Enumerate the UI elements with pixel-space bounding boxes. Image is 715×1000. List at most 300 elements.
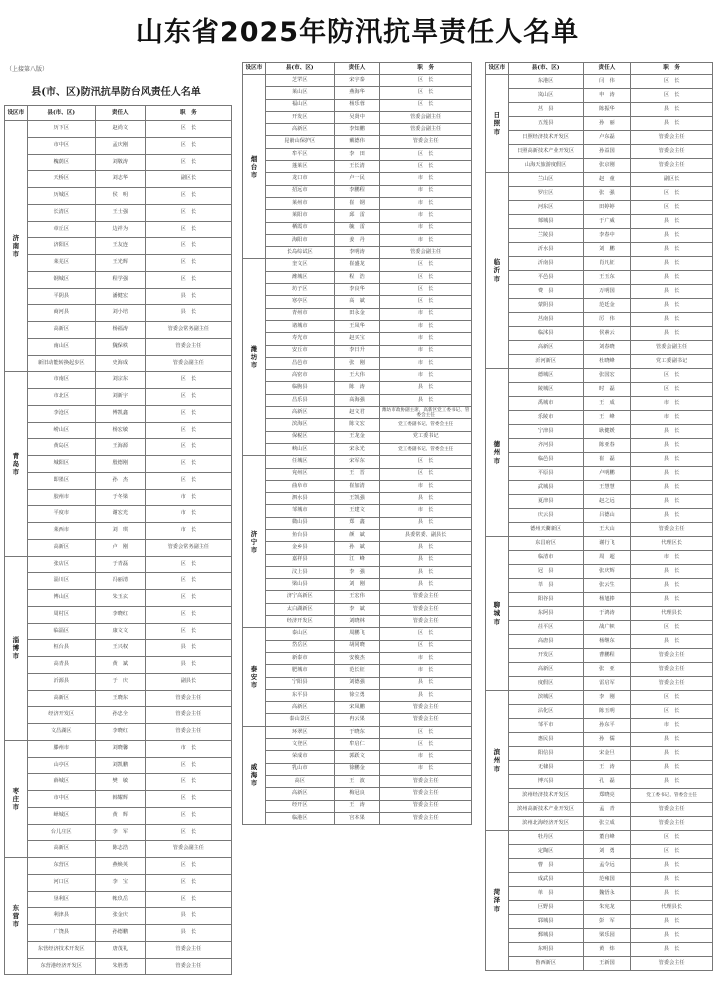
table-row <box>243 505 472 517</box>
county-cell: 寒亭区 <box>265 296 334 308</box>
duty-cell: 县 长 <box>380 542 472 554</box>
table-row <box>243 148 472 160</box>
county-cell: 无棣县 <box>508 761 583 775</box>
county-cell: 临清市 <box>508 551 583 565</box>
person-cell: 魏保秩 <box>95 338 145 355</box>
duty-cell: 市 长 <box>380 357 472 369</box>
duty-cell: 区 长 <box>145 472 231 489</box>
table-row <box>486 523 713 537</box>
person-cell: 侯 明 <box>95 188 145 205</box>
header-city: 设区市 <box>486 63 509 75</box>
responsibility-table <box>242 62 472 825</box>
table-row <box>486 565 713 579</box>
duty-cell: 管委会主任 <box>631 817 713 831</box>
county-cell: 河东区 <box>508 201 583 215</box>
table-row <box>5 171 232 188</box>
county-cell: 巨野县 <box>508 901 583 915</box>
city-cell: 淄 博 市 <box>5 556 28 740</box>
county-cell: 荣成市 <box>265 751 334 763</box>
table-row <box>5 925 232 942</box>
duty-cell: 市 长 <box>380 751 472 763</box>
person-cell: 杨宏敏 <box>95 422 145 439</box>
county-cell: 兰山区 <box>508 173 583 187</box>
county-cell: 沾化区 <box>508 705 583 719</box>
county-cell: 临邑县 <box>508 453 583 467</box>
duty-cell: 区 长 <box>145 372 231 389</box>
table-row <box>486 355 713 369</box>
header-duty: 职 务 <box>145 106 231 121</box>
table-row <box>486 691 713 705</box>
table-row <box>243 333 472 345</box>
person-cell: 杜晓峰 <box>583 355 631 369</box>
person-cell: 郑晓亮 <box>583 789 631 803</box>
person-cell: 于广威 <box>583 215 631 229</box>
table-row <box>243 87 472 99</box>
table-row <box>486 901 713 915</box>
person-cell: 程 浩 <box>334 271 380 283</box>
duty-cell: 市 长 <box>380 763 472 775</box>
county-cell: 宁阳县 <box>265 677 334 689</box>
person-cell: 燕焕英 <box>95 858 145 875</box>
person-cell: 张金庆 <box>95 908 145 925</box>
duty-cell: 管委会主任 <box>145 690 231 707</box>
table-row <box>243 259 472 271</box>
county-cell: 牟平区 <box>265 148 334 160</box>
city-cell: 威 海 市 <box>243 726 266 824</box>
table-row <box>243 234 472 246</box>
person-cell: 孙 儒 <box>583 733 631 747</box>
person-cell: 王 峰 <box>583 411 631 425</box>
county-cell: 滨海区 <box>265 419 334 431</box>
county-cell: 莱芜区 <box>27 255 95 272</box>
county-cell: 安丘市 <box>265 345 334 357</box>
person-cell: 孙忠全 <box>95 707 145 724</box>
table-row <box>5 472 232 489</box>
person-cell: 杨福涛 <box>95 322 145 339</box>
person-cell: 赵文君 <box>334 407 380 419</box>
person-cell: 吕德山 <box>583 509 631 523</box>
county-cell: 诸城市 <box>265 320 334 332</box>
person-cell: 朱胜勇 <box>95 958 145 975</box>
duty-cell: 区 长 <box>380 296 472 308</box>
county-cell: 李沧区 <box>27 405 95 422</box>
person-cell: 宫本果 <box>334 812 380 824</box>
table-row <box>243 702 472 714</box>
table-row <box>486 719 713 733</box>
duty-cell: 管委会主任 <box>380 775 472 787</box>
county-cell: 高新区 <box>508 663 583 677</box>
person-cell: 赵买宝 <box>334 333 380 345</box>
county-cell: 滕州市 <box>27 740 95 757</box>
person-cell: 朱玉玄 <box>95 590 145 607</box>
table-row <box>243 616 472 628</box>
duty-cell: 管委会主任 <box>145 707 231 724</box>
duty-cell: 县 长 <box>631 467 713 481</box>
county-cell: 郯城县 <box>508 215 583 229</box>
table-row <box>5 623 232 640</box>
table-row <box>243 407 472 419</box>
county-cell: 薛城区 <box>27 774 95 791</box>
county-cell: 宁津县 <box>508 425 583 439</box>
duty-cell: 区 长 <box>145 255 231 272</box>
county-cell: 临沭县 <box>508 327 583 341</box>
duty-cell: 管委会副主任 <box>631 341 713 355</box>
county-cell: 牡丹区 <box>508 831 583 845</box>
county-cell: 滨州经济技术开发区 <box>508 789 583 803</box>
person-cell: 耿健媛 <box>583 425 631 439</box>
person-cell: 李 刚 <box>583 691 631 705</box>
person-cell: 刘小培 <box>95 305 145 322</box>
county-cell: 阳信县 <box>508 747 583 761</box>
header-person: 责任人 <box>334 63 380 75</box>
person-cell: 闫 伟 <box>583 75 631 89</box>
person-cell: 张 强 <box>583 187 631 201</box>
header-county: 县(市、区) <box>27 106 95 121</box>
county-cell: 临淄区 <box>27 623 95 640</box>
person-cell: 刘宗东 <box>95 372 145 389</box>
person-cell: 王凤华 <box>334 320 380 332</box>
header-county: 县(市、区) <box>265 63 334 75</box>
person-cell: 张庆辉 <box>583 565 631 579</box>
person-cell: 范廷金 <box>583 299 631 313</box>
county-cell: 平度市 <box>27 506 95 523</box>
table-row <box>5 489 232 506</box>
table-row <box>243 210 472 222</box>
person-cell: 戴德伟 <box>334 136 380 148</box>
duty-cell: 县 长 <box>631 887 713 901</box>
table-row <box>486 327 713 341</box>
table-row <box>5 908 232 925</box>
table-row <box>5 858 232 875</box>
duty-cell: 县 长 <box>631 761 713 775</box>
table-row <box>5 322 232 339</box>
table-row <box>5 355 232 372</box>
person-cell: 王玉东 <box>583 271 631 285</box>
duty-cell: 区 长 <box>145 807 231 824</box>
county-cell: 博山区 <box>27 590 95 607</box>
duty-cell: 县 长 <box>631 593 713 607</box>
duty-cell: 市 长 <box>380 320 472 332</box>
person-cell: 李晓红 <box>95 606 145 623</box>
table-row <box>486 187 713 201</box>
person-cell: 崔加清 <box>334 480 380 492</box>
duty-cell: 区 长 <box>380 456 472 468</box>
table-row <box>486 733 713 747</box>
person-cell: 刘 勇 <box>583 845 631 859</box>
county-cell: 历下区 <box>27 121 95 138</box>
duty-cell: 县 长 <box>380 554 472 566</box>
table-row <box>243 308 472 320</box>
county-cell: 沂源县 <box>27 673 95 690</box>
duty-cell: 区 长 <box>145 606 231 623</box>
table-row <box>243 579 472 591</box>
person-cell: 杨继东 <box>583 635 631 649</box>
table-row <box>5 791 232 808</box>
table-row <box>486 103 713 117</box>
person-cell: 傅凯鑫 <box>95 405 145 422</box>
table-row <box>5 389 232 406</box>
duty-cell: 市 长 <box>145 740 231 757</box>
county-cell: 河口区 <box>27 874 95 891</box>
table-row <box>486 229 713 243</box>
county-cell: 潍城区 <box>265 271 334 283</box>
person-cell: 李良华 <box>334 284 380 296</box>
table-row <box>5 137 232 154</box>
person-cell: 徐鹏金 <box>334 763 380 775</box>
county-cell: 冠 县 <box>508 565 583 579</box>
table-row <box>5 506 232 523</box>
county-cell: 兖州区 <box>265 468 334 480</box>
county-cell: 泰山景区 <box>265 714 334 726</box>
person-cell: 李日升 <box>334 345 380 357</box>
person-cell: 陈 涛 <box>334 382 380 394</box>
person-cell: 赵之远 <box>583 495 631 509</box>
duty-cell: 市 长 <box>380 652 472 664</box>
table-row <box>486 425 713 439</box>
person-cell: 周鹏飞 <box>334 628 380 640</box>
county-cell: 莱阳市 <box>265 210 334 222</box>
county-cell: 淄川区 <box>27 573 95 590</box>
table-row <box>486 509 713 523</box>
person-cell: 徐立勇 <box>334 689 380 701</box>
duty-cell: 市 长 <box>380 480 472 492</box>
person-cell: 梅冠良 <box>334 788 380 800</box>
person-cell: 张 亚 <box>583 663 631 677</box>
person-cell: 王长清 <box>334 161 380 173</box>
person-cell: 赵 童 <box>583 173 631 187</box>
person-cell: 韩耀辉 <box>95 791 145 808</box>
table-row <box>243 775 472 787</box>
county-cell: 济阳区 <box>27 238 95 255</box>
header-duty: 职 务 <box>631 63 713 75</box>
table-row <box>243 493 472 505</box>
duty-cell: 管委会副主任 <box>380 124 472 136</box>
county-cell: 沂南县 <box>508 257 583 271</box>
table-row <box>243 763 472 775</box>
county-cell: 商河县 <box>27 305 95 322</box>
county-cell: 龙口市 <box>265 173 334 185</box>
table-row <box>486 89 713 103</box>
duty-cell: 县 长 <box>631 635 713 649</box>
duty-cell: 管委会主任 <box>380 714 472 726</box>
county-cell: 经济开发区 <box>265 616 334 628</box>
table-row <box>5 673 232 690</box>
duty-cell: 县 长 <box>631 733 713 747</box>
duty-cell: 区 长 <box>145 405 231 422</box>
city-cell: 烟 台 市 <box>243 75 266 259</box>
table-row <box>243 222 472 234</box>
duty-cell: 区 长 <box>380 739 472 751</box>
county-cell: 德城区 <box>508 369 583 383</box>
county-cell: 胶州市 <box>27 489 95 506</box>
table-row <box>486 285 713 299</box>
person-cell: 刘志华 <box>95 171 145 188</box>
county-cell: 新旧动能转换起步区 <box>27 355 95 372</box>
person-cell: 时 磊 <box>583 383 631 397</box>
person-cell: 郭跃文 <box>334 751 380 763</box>
county-cell: 芝罘区 <box>265 75 334 87</box>
table-row <box>486 789 713 803</box>
person-cell: 卢东磊 <box>583 131 631 145</box>
city-cell: 菏 泽 市 <box>486 831 509 971</box>
person-cell: 孙德鹏 <box>95 925 145 942</box>
county-cell: 历城区 <box>27 188 95 205</box>
table-row <box>486 775 713 789</box>
table-row <box>486 593 713 607</box>
duty-cell: 区 长 <box>145 389 231 406</box>
table-column-2 <box>242 62 472 825</box>
duty-cell: 市 长 <box>145 523 231 540</box>
table-row <box>486 243 713 257</box>
person-cell: 厉 伟 <box>583 313 631 327</box>
table-row <box>243 788 472 800</box>
duty-cell: 县 长 <box>631 257 713 271</box>
county-cell: 邹城市 <box>265 505 334 517</box>
duty-cell: 区 长 <box>380 284 472 296</box>
county-cell: 邹平市 <box>508 719 583 733</box>
duty-cell: 县 长 <box>631 565 713 579</box>
person-cell: 郑 鑫 <box>334 517 380 529</box>
duty-cell: 市 长 <box>145 506 231 523</box>
county-cell: 莒 县 <box>508 103 583 117</box>
person-cell: 颜 斌 <box>334 529 380 541</box>
table-row <box>5 606 232 623</box>
table-row <box>243 370 472 382</box>
table-row <box>243 197 472 209</box>
county-cell: 日照高新技术产业开发区 <box>508 145 583 159</box>
duty-cell: 县 长 <box>631 453 713 467</box>
county-cell: 章丘区 <box>27 221 95 238</box>
county-cell: 市中区 <box>27 791 95 808</box>
duty-cell: 区 长 <box>145 422 231 439</box>
duty-cell: 区 长 <box>380 640 472 652</box>
duty-cell: 县 长 <box>631 271 713 285</box>
table-row <box>243 468 472 480</box>
duty-cell: 区 长 <box>145 757 231 774</box>
person-cell: 田婷婷 <box>583 201 631 215</box>
county-cell: 槐荫区 <box>27 154 95 171</box>
duty-cell: 县 长 <box>631 117 713 131</box>
duty-cell: 市 长 <box>380 222 472 234</box>
duty-cell: 管委会主任 <box>380 136 472 148</box>
county-cell: 张店区 <box>27 556 95 573</box>
duty-cell: 市 长 <box>380 210 472 222</box>
duty-cell: 区 长 <box>631 75 713 89</box>
table-row <box>243 320 472 332</box>
table-row <box>243 652 472 664</box>
duty-cell: 区 长 <box>631 187 713 201</box>
county-cell: 垦利区 <box>27 891 95 908</box>
county-cell: 度假区 <box>508 677 583 691</box>
duty-cell: 区 长 <box>145 137 231 154</box>
duty-cell: 县 长 <box>380 493 472 505</box>
duty-cell: 区 长 <box>145 891 231 908</box>
person-cell: 董自峰 <box>583 831 631 845</box>
county-cell: 滨州北海经济开发区 <box>508 817 583 831</box>
table-row <box>5 372 232 389</box>
county-cell: 滨城区 <box>508 691 583 705</box>
county-cell: 惠民县 <box>508 733 583 747</box>
duty-cell: 县 长 <box>631 915 713 929</box>
table-row <box>5 422 232 439</box>
duty-cell: 县 长 <box>631 873 713 887</box>
person-cell: 李 强 <box>334 566 380 578</box>
duty-cell: 区 长 <box>145 556 231 573</box>
duty-cell: 党工委副书记、管委会主任 <box>380 419 472 431</box>
table-row <box>5 958 232 975</box>
table-row <box>5 757 232 774</box>
table-row <box>486 481 713 495</box>
county-cell: 周村区 <box>27 606 95 623</box>
duty-cell: 市 长 <box>380 505 472 517</box>
county-cell: 高新区 <box>265 702 334 714</box>
person-cell: 安俊杰 <box>334 652 380 664</box>
county-cell: 岱岳区 <box>265 640 334 652</box>
table-row <box>243 284 472 296</box>
person-cell: 黄 辉 <box>95 807 145 824</box>
duty-cell: 市 长 <box>380 185 472 197</box>
duty-cell: 县 长 <box>631 747 713 761</box>
duty-cell: 区 长 <box>145 791 231 808</box>
table-row <box>243 99 472 111</box>
city-cell: 济 南 市 <box>5 121 28 372</box>
duty-cell: 县 长 <box>631 243 713 257</box>
duty-cell: 管委会主任 <box>380 591 472 603</box>
county-cell: 郓城县 <box>508 915 583 929</box>
county-cell: 莱山区 <box>265 87 334 99</box>
person-cell: 王慧慧 <box>583 481 631 495</box>
person-cell: 战广帜 <box>583 621 631 635</box>
duty-cell: 区 长 <box>380 726 472 738</box>
table-row <box>486 215 713 229</box>
duty-cell: 管委会主任 <box>380 603 472 615</box>
person-cell: 孟庆刚 <box>95 137 145 154</box>
county-cell: 兰陵县 <box>508 229 583 243</box>
person-cell: 王 波 <box>334 775 380 787</box>
duty-cell: 代理县长 <box>631 901 713 915</box>
county-cell: 黄岛区 <box>27 439 95 456</box>
county-cell: 任城区 <box>265 456 334 468</box>
duty-cell: 市 长 <box>380 173 472 185</box>
table-row <box>5 891 232 908</box>
duty-cell: 管委会主任 <box>380 800 472 812</box>
table-row <box>5 405 232 422</box>
duty-cell: 县 长 <box>380 579 472 591</box>
duty-cell: 区 长 <box>145 858 231 875</box>
duty-cell: 区 长 <box>380 628 472 640</box>
duty-cell: 区 长 <box>380 271 472 283</box>
table-row <box>486 817 713 831</box>
person-cell: 牟启仁 <box>334 739 380 751</box>
person-cell: 侯素云 <box>583 327 631 341</box>
person-cell: 范雍国 <box>583 873 631 887</box>
person-cell: 王海源 <box>95 439 145 456</box>
continuation-note: （上接第八版） <box>6 66 49 73</box>
duty-cell: 县 长 <box>145 657 231 674</box>
county-cell: 夏津县 <box>508 495 583 509</box>
table-row <box>486 859 713 873</box>
person-cell: 张国宏 <box>583 369 631 383</box>
person-cell: 王建文 <box>334 505 380 517</box>
county-cell: 汶上县 <box>265 566 334 578</box>
table-row <box>5 539 232 556</box>
person-cell: 彭 军 <box>583 915 631 929</box>
person-cell: 殷德刚 <box>95 456 145 473</box>
county-cell: 高新区 <box>265 407 334 419</box>
table-row <box>486 467 713 481</box>
duty-cell: 管委会主任 <box>631 677 713 691</box>
city-cell: 潍 坊 市 <box>243 259 266 456</box>
